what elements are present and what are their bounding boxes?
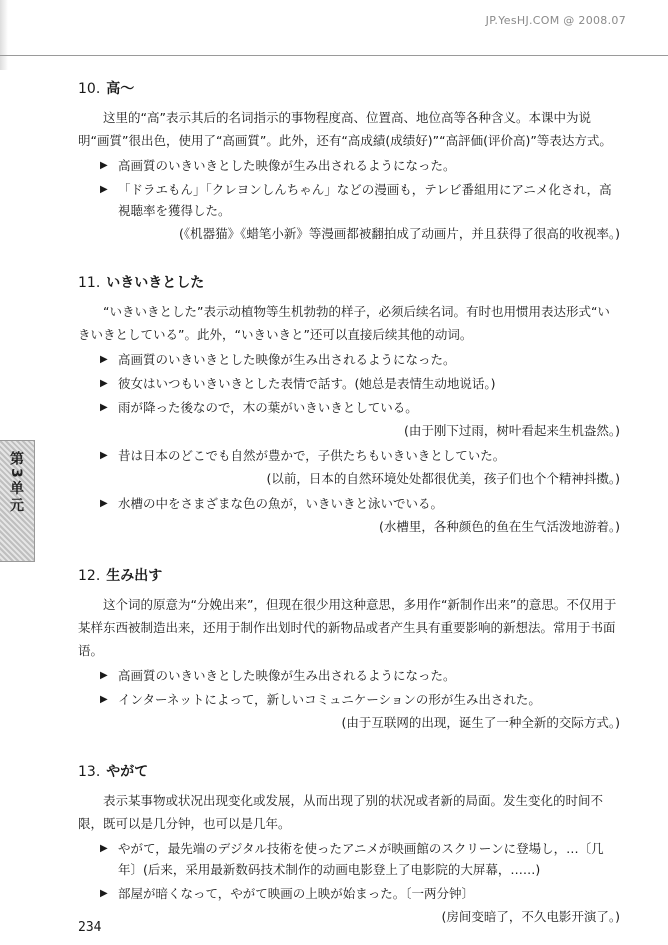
example-translation: (由于刚下过雨，树叶看起来生机盎然。) <box>403 423 620 438</box>
section-12 <box>78 565 620 733</box>
example-translation: (水槽里，各种颜色的鱼在生气活泼地游着。) <box>378 519 620 534</box>
example-translation: (《机器猫》《蜡笔小新》等漫画都被翻拍成了动画片，并且获得了很高的收视率。) <box>178 226 620 241</box>
section-title <box>78 565 620 587</box>
section-heading: やがて <box>106 764 149 780</box>
section-number: 12. <box>78 568 101 584</box>
section-10 <box>78 78 620 244</box>
example-sentence: ▶ 部屋が暗くなって，やがて映画の上映が始まった。〔一两分钟〕 <box>100 883 620 904</box>
page-content <box>78 70 620 931</box>
section-explanation: 这个词的原意为“分娩出来”，但现在很少用这种意思，多用作“新制作出来”的意思。不仅用于某样东西被制造出来，还用于制作出划时代的新物品或者产生具有重要影响的新想法。常用于书面语。 <box>78 597 617 658</box>
section-number: 13. <box>78 764 101 780</box>
section-explanation: 这里的“高”表示其后的名词指示的事物程度高、位置高、地位高等各种含义。本课中为说明“画質”很出色，使用了“高画質”。此外，还有“高成績(成绩好)”“高評価(评价高)”等表达方式。 <box>78 110 612 148</box>
unit-side-tab <box>0 440 35 562</box>
section-11 <box>78 272 620 537</box>
example-sentence: ▶ 雨が降った後なので，木の葉がいきいきとしている。 <box>100 397 620 418</box>
example-sentence: ▶ 彼女はいつもいきいきとした表情で話す。(她总是表情生动地说话。) <box>100 373 620 394</box>
section-explanation: 表示某事物或状况出现变化或发展，从而出现了别的状况或者新的局面。发生变化的时间不限，既可以是几分钟，也可以是几年。 <box>78 793 604 831</box>
example-sentence: ▶ 高画質のいきいきとした映像が生み出されるようになった。 <box>100 349 620 370</box>
section-title <box>78 272 620 294</box>
section-heading: 生み出す <box>106 568 163 584</box>
unit-side-tab-label: 第3单元 <box>8 451 24 515</box>
example-translation: (房间变暗了，不久电影开演了。) <box>441 909 620 924</box>
section-explanation: “いきいきとした”表示动植物等生机勃勃的样子，必须后续名词。有时也用惯用表达形式“いきいきとしている”。此外，“いきいきと”还可以直接后续其他的动词。 <box>78 304 610 342</box>
scan-edge-shadow <box>0 0 8 70</box>
section-number: 11. <box>78 275 101 291</box>
section-heading: 高～ <box>106 81 135 97</box>
example-sentence: ▶ 「ドラエもん」「クレヨンしんちゃん」などの漫画も，テレビ番組用にアニメ化され，高視聴率を獲得した。 <box>100 179 620 221</box>
section-heading: いきいきとした <box>106 275 205 291</box>
header-rule <box>0 55 668 56</box>
example-translation: (由于互联网的出现，诞生了一种全新的交际方式。) <box>341 715 620 730</box>
example-sentence: ▶ 高画質のいきいきとした映像が生み出されるようになった。 <box>100 665 620 686</box>
example-translation: (以前，日本的自然环境处处都很优美，孩子们也个个精神抖擞。) <box>266 471 620 486</box>
section-number: 10. <box>78 81 101 97</box>
example-sentence: ▶ やがて，最先端のデジタル技術を使ったアニメが映画館のスクリーンに登場し，…〔几年〕(后来，采用最新数码技术制作的动画电影登上了电影院的大屏幕，……) <box>100 838 620 880</box>
example-sentence: ▶ インターネットによって，新しいコミュニケーションの形が生み出された。 <box>100 689 620 710</box>
header-watermark-url: JP.YesHJ.COM @ 2008.07 <box>485 14 626 27</box>
section-13 <box>78 761 620 927</box>
section-title <box>78 78 620 100</box>
example-sentence: ▶ 水槽の中をさまざまな色の魚が，いきいきと泳いでいる。 <box>100 493 620 514</box>
page-number: 234 <box>78 920 102 935</box>
example-sentence: ▶ 昔は日本のどこでも自然が豊かで，子供たちもいきいきとしていた。 <box>100 445 620 466</box>
example-sentence: ▶ 高画質のいきいきとした映像が生み出されるようになった。 <box>100 155 620 176</box>
section-title <box>78 761 620 783</box>
